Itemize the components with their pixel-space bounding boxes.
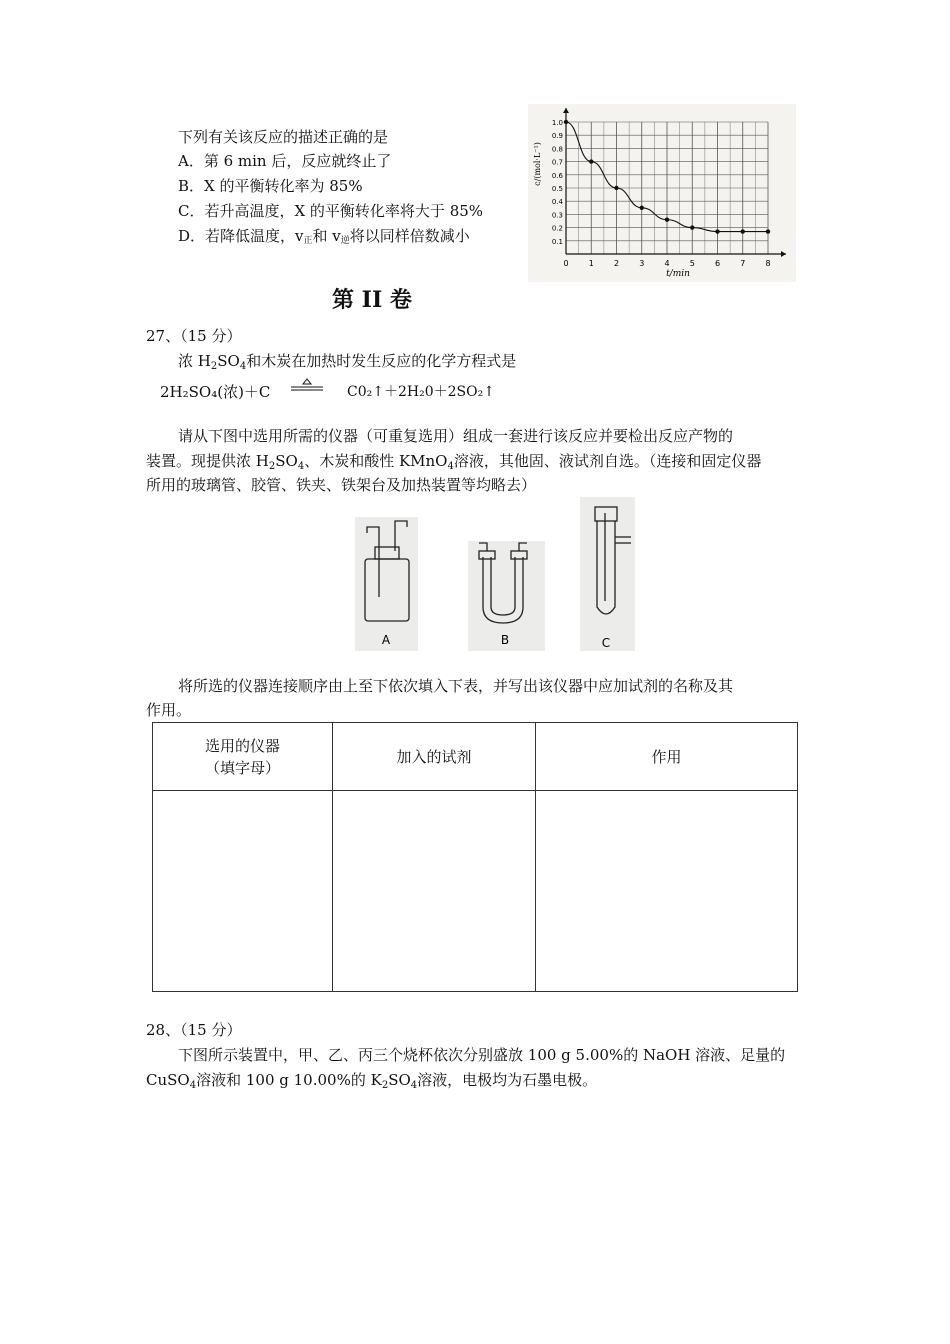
answer-cell-purpose[interactable] bbox=[536, 791, 798, 992]
data-point bbox=[665, 217, 669, 221]
y-tick-label: 1.0 bbox=[551, 119, 563, 127]
y-tick-label: 0.1 bbox=[551, 237, 563, 246]
q27-intro: 浓 $H_2SO_4$和木炭在加热时发生反应的化学方程式是 bbox=[178, 352, 517, 372]
x-tick-label: 7 bbox=[740, 259, 746, 268]
q27-para2: 装置。现提供浓 $H_2SO_4$、木炭和酸性 KMnO$_4$溶液，其他固、液试剂自选。（连接和固定仪器 bbox=[146, 452, 762, 472]
chart-y-label: c/(mol·L⁻¹) bbox=[533, 142, 542, 186]
chart-x-label: t/min bbox=[666, 269, 690, 279]
apparatus-label-c: C bbox=[601, 636, 611, 650]
data-point bbox=[640, 206, 644, 210]
q28-line1: 下图所示装置中，甲、乙、丙三个烧杯依次分别盛放 100 g 5.00%的 NaOH 溶液、足量的 bbox=[178, 1046, 786, 1064]
data-point bbox=[766, 229, 770, 233]
x-tick-label: 1 bbox=[588, 259, 594, 268]
apparatus-label-a: A bbox=[381, 633, 391, 647]
q27-para1: 请从下图中选用所需的仪器（可重复选用）组成一套进行该反应并要检出反应产物的 bbox=[178, 427, 734, 445]
y-tick-label: 0.2 bbox=[551, 224, 563, 233]
data-point bbox=[589, 159, 593, 163]
table-header-reagent: 加入的试剂 bbox=[333, 723, 536, 791]
section-title: 第 II 卷 bbox=[332, 287, 412, 313]
y-tick-label: 0.6 bbox=[551, 171, 563, 180]
y-tick-label: 0.3 bbox=[551, 211, 563, 220]
answer-table bbox=[152, 722, 798, 992]
apparatus-figure bbox=[355, 497, 640, 657]
table-header-apparatus: 选用的仪器 （填字母） bbox=[153, 723, 333, 791]
q26-stem: 下列有关该反应的描述正确的是 bbox=[178, 128, 389, 146]
y-tick-label: 0.9 bbox=[551, 132, 563, 141]
q27-header: 27、（15 分） bbox=[146, 327, 242, 345]
y-tick-label: 0.8 bbox=[551, 145, 563, 154]
q28-line2: CuSO$_4$溶液和 100 g 10.00%的 $K_2SO_4$溶液，电极均为石墨电极。 bbox=[146, 1071, 598, 1091]
q26-option-d: D．若降低温度，$v_正$和 $v_逆$将以同样倍数减小 bbox=[178, 227, 470, 246]
q26-option-a: A．第 6 min 后，反应就终止了 bbox=[178, 152, 392, 170]
x-tick-label: 6 bbox=[714, 259, 721, 268]
data-point bbox=[715, 229, 719, 233]
x-tick-label: 4 bbox=[664, 259, 670, 268]
answer-cell-apparatus[interactable] bbox=[153, 791, 333, 992]
table-header-purpose: 作用 bbox=[536, 723, 798, 791]
q27-para3: 所用的玻璃管、胶管、铁夹、铁架台及加热装置等均略去） bbox=[146, 476, 537, 494]
q26-option-b: B．X 的平衡转化率为 85% bbox=[178, 177, 363, 195]
y-tick-label: 0.7 bbox=[551, 158, 563, 167]
q27-para5: 作用。 bbox=[146, 701, 192, 719]
heating-condition-sign bbox=[289, 376, 325, 394]
q26-option-c: C．若升高温度，X 的平衡转化率将大于 85% bbox=[178, 202, 484, 220]
q28-header: 28、（15 分） bbox=[146, 1021, 242, 1039]
answer-cell-reagent[interactable] bbox=[333, 791, 536, 992]
data-point bbox=[614, 186, 618, 190]
equation-left: 2H₂SO₄(浓)＋C bbox=[160, 383, 271, 401]
data-point bbox=[741, 229, 745, 233]
y-tick-label: 0.5 bbox=[551, 185, 563, 193]
apparatus-label-b: B bbox=[500, 633, 510, 647]
x-tick-label: 5 bbox=[689, 259, 695, 268]
x-tick-label: 2 bbox=[613, 259, 620, 268]
data-point bbox=[690, 225, 694, 229]
y-tick-label: 0.4 bbox=[551, 198, 563, 207]
x-tick-label: 3 bbox=[639, 259, 645, 268]
x-tick-label: 0 bbox=[563, 259, 569, 268]
x-tick-label: 8 bbox=[765, 259, 771, 268]
data-point bbox=[564, 120, 568, 124]
q27-para4: 将所选的仪器连接顺序由上至下依次填入下表，并写出该仪器中应加试剂的名称及其 bbox=[178, 677, 734, 695]
concentration-time-chart bbox=[528, 104, 796, 282]
apparatus-c-bg bbox=[580, 497, 635, 651]
equation-right: C0₂↑＋2H₂0＋2SO₂↑ bbox=[347, 384, 495, 400]
